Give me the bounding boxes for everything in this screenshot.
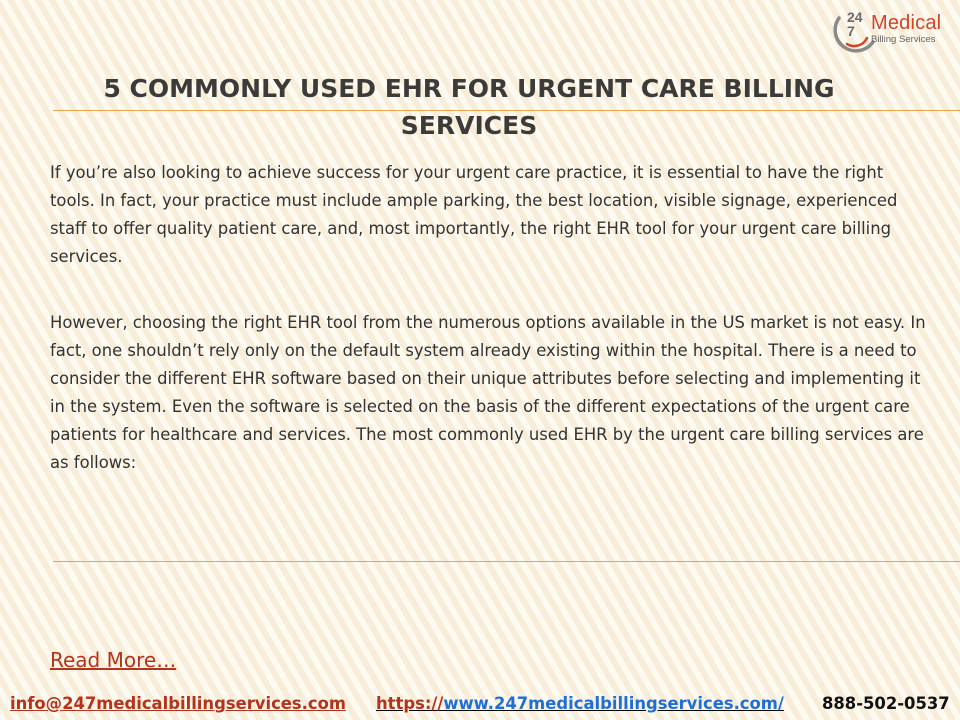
detail-paragraph: However, choosing the right EHR tool from the numerous options available in the US market is not easy. In fact, one shouldn’t rely only on the default system already existing within the hospital. There is a need to consider the different EHR software based on their unique attributes before selecting and implementing it in the system. Even the software is selected on the basis of the different expectations of the urgent care patients for healthcare and services. The most commonly used EHR by the urgent care billing services are as follows: (50, 313, 926, 472)
footer-phone: 888-502-0537 (822, 694, 950, 713)
footer-divider (53, 561, 960, 562)
website-protocol: https:// (376, 694, 444, 713)
read-more-link[interactable]: Read More… (50, 648, 177, 672)
intro-paragraph: If you’re also looking to achieve success for your urgent care practice, it is essential to have the right tools. In fact, your practice must include ample parking, the best location, visible signage, experienced staff to offer quality patient care, and, most importantly, the right EHR tool for your urgent care billing services. (50, 163, 898, 266)
logo-name: Medical (871, 12, 942, 34)
logo-subtitle: Billing Services (871, 34, 936, 45)
footer-website-link[interactable] (376, 692, 784, 716)
website-domain: www.247medicalbillingservices.com/ (443, 694, 784, 713)
footer-email-link[interactable]: info@247medicalbillingservices.com (10, 694, 346, 713)
company-logo (833, 8, 953, 56)
title-divider (53, 110, 960, 111)
logo-number: 24 7 (847, 9, 863, 39)
page-title: 5 COMMONLY USED EHR FOR URGENT CARE BILLING SERVICES (103, 74, 835, 140)
